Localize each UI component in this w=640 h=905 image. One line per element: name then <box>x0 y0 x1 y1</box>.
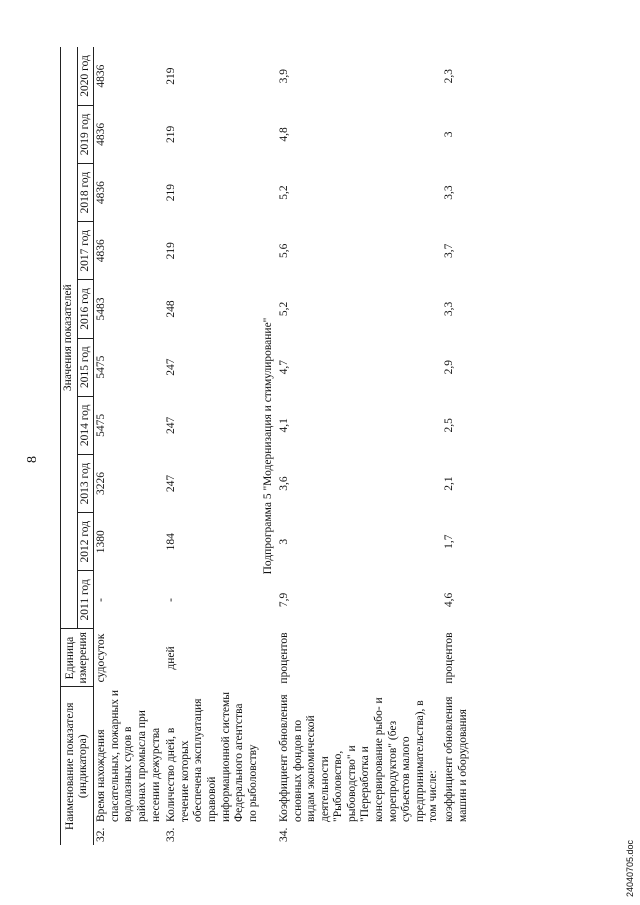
row-unit: процентов <box>277 632 290 684</box>
cell-value: 184 <box>165 533 178 551</box>
cell-value: 4,6 <box>443 592 456 608</box>
cell-value: 2,9 <box>443 359 456 375</box>
header-name: Наименование показателя (индикатора) <box>61 687 94 845</box>
header-year: 2018 год <box>77 164 94 222</box>
cell-value: - <box>165 597 178 602</box>
row-name: Время нахождения спасательных, пожарных и водолазных судов в районах промысла при несении дежурства <box>95 690 162 822</box>
cell-value: 219 <box>165 67 178 85</box>
cell-value: 2,5 <box>443 418 456 433</box>
cell-value: - <box>95 597 108 602</box>
cell-value: 3,7 <box>443 243 456 258</box>
header-year: 2019 год <box>77 105 94 163</box>
row-name: Коэффициент обновления основных фондов по видам экономической деятельности "Рыболовство, рыбоводство" и "Переработка и консервирование рыбо- и морепродуктов" (без субъектов малого предпринимательства), в том числе: <box>277 694 440 822</box>
row-unit: процентов <box>443 632 456 684</box>
cell-value: 247 <box>165 416 178 434</box>
cell-value: 1380 <box>95 530 108 554</box>
cell-value: 219 <box>165 125 178 144</box>
header-unit: Единица измерения <box>61 629 94 687</box>
header-year: 2020 год <box>77 47 94 105</box>
header-year: 2017 год <box>77 222 94 280</box>
cell-value: 247 <box>165 358 178 376</box>
table-row <box>277 47 442 845</box>
indicators-table <box>60 47 471 845</box>
header-year: 2016 год <box>77 280 94 338</box>
row-unit: судосуток <box>95 633 108 683</box>
cell-value: 3,3 <box>443 301 456 317</box>
row-number: 34. <box>277 827 290 842</box>
cell-value: 3,9 <box>277 68 290 84</box>
cell-value: 1,7 <box>443 534 456 549</box>
cell-value: 3,6 <box>277 476 290 491</box>
header-year: 2011 год <box>77 571 94 629</box>
row-number: 33. <box>165 827 178 842</box>
cell-value: 5475 <box>95 355 108 379</box>
cell-value: 2,3 <box>443 68 456 84</box>
cell-value: 2,1 <box>443 476 456 491</box>
cell-value: 5,6 <box>277 243 290 258</box>
cell-value: 3 <box>277 538 290 545</box>
cell-value: 248 <box>165 300 178 318</box>
row-number: 32. <box>95 827 108 842</box>
row-name: коэффициент обновления машин и оборудования <box>443 696 469 822</box>
cell-value: 7,9 <box>277 592 290 608</box>
cell-value: 4,8 <box>277 127 290 142</box>
header-year: 2012 год <box>77 513 94 571</box>
cell-value: 3 <box>443 131 456 138</box>
table-row <box>442 47 471 845</box>
header-values-group: Значения показателей <box>61 47 78 629</box>
header-year: 2014 год <box>77 396 94 454</box>
header-year: 2013 год <box>77 454 94 512</box>
cell-value: 5483 <box>95 297 108 321</box>
document-id: 24040705.doc <box>625 839 635 897</box>
row-number <box>442 825 471 845</box>
cell-value: 4836 <box>95 122 108 146</box>
cell-value: 3,3 <box>443 185 456 200</box>
cell-value: 5,2 <box>277 185 290 200</box>
cell-value: 247 <box>165 474 178 493</box>
subprogram-title: Подпрограмма 5 "Модернизация и стимулирование" <box>262 317 275 575</box>
table-row <box>164 47 261 845</box>
cell-value: 4836 <box>95 239 108 263</box>
cell-value: 219 <box>165 183 178 202</box>
cell-value: 4,7 <box>277 359 290 375</box>
cell-value: 219 <box>165 242 178 260</box>
cell-value: 4,1 <box>277 418 290 433</box>
subprogram-row <box>261 47 277 845</box>
table-row <box>94 47 164 845</box>
cell-value: 5475 <box>95 413 108 437</box>
cell-value: 4836 <box>95 64 108 88</box>
header-year: 2015 год <box>77 338 94 396</box>
cell-value: 4836 <box>95 181 108 205</box>
row-unit: дней <box>165 646 178 670</box>
cell-value: 5,2 <box>277 301 290 317</box>
page-number: 8 <box>25 456 40 463</box>
row-name: Количество дней, в течение которых обеспечена эксплуатация правовой информационной системы Федерального агентства по рыболовству <box>165 691 259 822</box>
cell-value: 3226 <box>95 472 108 496</box>
